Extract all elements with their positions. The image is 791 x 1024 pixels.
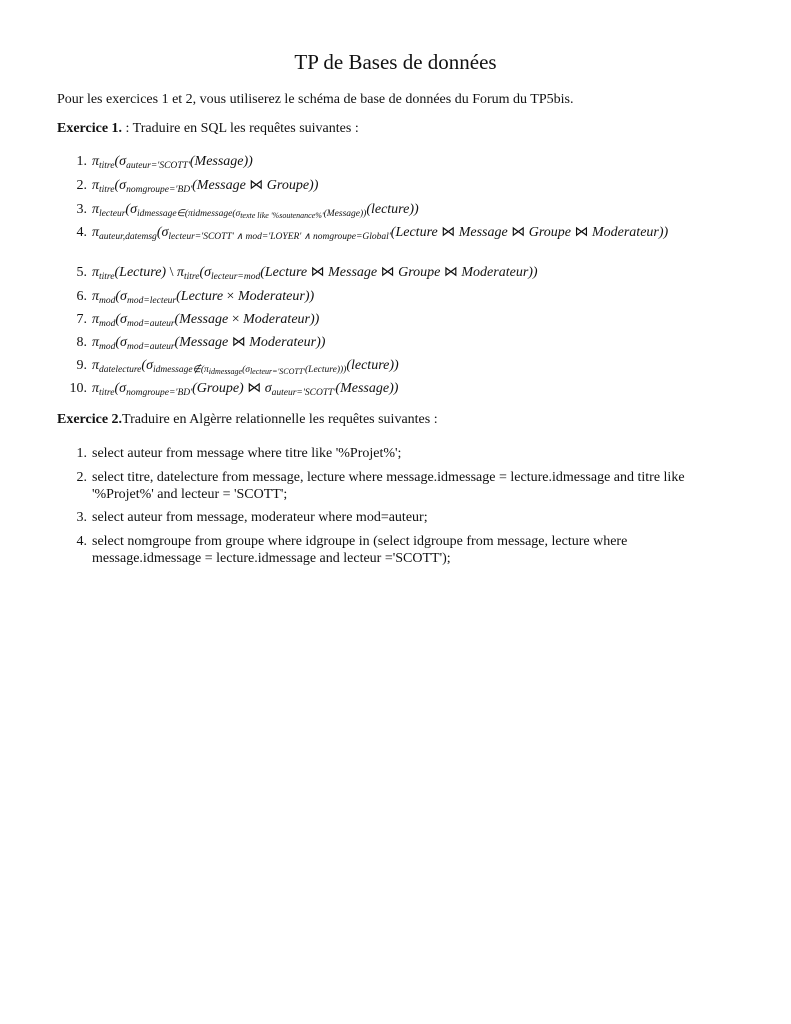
ex1-item-expression: $\pi_{titre}(\sigma_{nomgroupe='BD'}(Groupe)$ ⋈ $\sigma_{auteur='SCOTT'}(Message)$) [92, 381, 399, 398]
ex2-item-query: select nomgroupe from groupe where idgroupe in (select idgroupe from message, lecture where message.idmessage = lecture.idmessage and lecteur ='SCOTT'); [92, 534, 628, 566]
ex2-item-number: 2. [76, 470, 87, 485]
exercise-1-heading [57, 121, 737, 137]
exercise-2-label: Exercice 2. [57, 412, 123, 427]
ex1-item-expression: $\pi_{titre}(\sigma_{nomgroupe='BD'}(Message$ ⋈ Groupe)) [92, 178, 319, 195]
ex1-item-number: 7. [76, 312, 87, 327]
ex1-item-expression: $\pi_{datelecture}(\sigma_{idmessage\notin(\pi_{idmessage}(\sigma_{lecteur='SCOTT'}(Lecture)))}(lecture))$ [92, 358, 399, 376]
ex1-item-number: 4. [76, 225, 87, 240]
ex1-item-number: 9. [76, 358, 87, 373]
ex1-item-number: 10. [69, 381, 87, 396]
ex1-item-expression: $\pi_{titre}(\sigma_{auteur='SCOTT'}(Message))$ [92, 154, 253, 171]
page-title: TP de Bases de données [294, 50, 497, 74]
ex1-item-number: 3. [76, 202, 87, 217]
ex1-item-number: 1. [76, 154, 87, 169]
ex1-item-expression: $\pi_{titre}(Lecture)$ \ $\pi_{titre}(\sigma_{lecteur=mod}(Lecture$ ⋈ Message ⋈ Groupe ⋈ Moderateur)) [92, 265, 538, 282]
ex2-item-query: select titre, datelecture from message, lecture where message.idmessage = lecture.idmessage and titre like '%Projet%' and lecteur = 'SCOTT'; [92, 470, 685, 502]
exercise-2-heading [57, 412, 737, 428]
ex1-item-expression: $\pi_{lecteur}(\sigma_{idmessage\in(\pi idmessage(\sigma_{texte like '\%soutenance\%'}(Message))}(lecture))$ [92, 202, 419, 220]
ex2-item-number: 3. [76, 510, 87, 525]
ex1-item-number: 8. [76, 335, 87, 350]
ex2-item-query: select auteur from message, moderateur where mod=auteur; [92, 510, 428, 525]
ex2-item-query: select auteur from message where titre like '%Projet%'; [92, 446, 402, 461]
ex2-item-number: 4. [76, 534, 87, 549]
intro-paragraph: Pour les exercices 1 et 2, vous utiliserez le schéma de base de données du Forum du TP5bis. [57, 92, 574, 107]
ex1-item-expression: $\pi_{mod}(\sigma_{mod=auteur}(Message$ ⋈ Moderateur)) [92, 335, 326, 352]
ex2-item-number: 1. [76, 446, 87, 461]
ex1-item-expression: $\pi_{mod}(\sigma_{mod=auteur}(Message$ × Moderateur)) [92, 312, 320, 329]
exercise-2-instructions: Traduire en Algèrre relationnelle les requêtes suivantes : [122, 412, 438, 427]
ex1-item-number: 6. [76, 289, 87, 304]
ex1-item-number: 5. [76, 265, 87, 280]
ex1-item-expression: $\pi_{mod}(\sigma_{mod=lecteur}(Lecture$ × Moderateur)) [92, 289, 315, 306]
exercise-1-instructions: : Traduire en SQL les requêtes suivantes : [122, 121, 359, 136]
exercise-1-label: Exercice 1. [57, 121, 123, 136]
ex1-item-number: 2. [76, 178, 87, 193]
ex1-item-expression: $\pi_{auteur,datemsg}(\sigma_{lecteur='SCOTT' \wedge mod='LOYER' \wedge nomgroupe=Global'}(Lecture$ ⋈ Message ⋈ Groupe ⋈ Moderateur)) [92, 225, 669, 242]
